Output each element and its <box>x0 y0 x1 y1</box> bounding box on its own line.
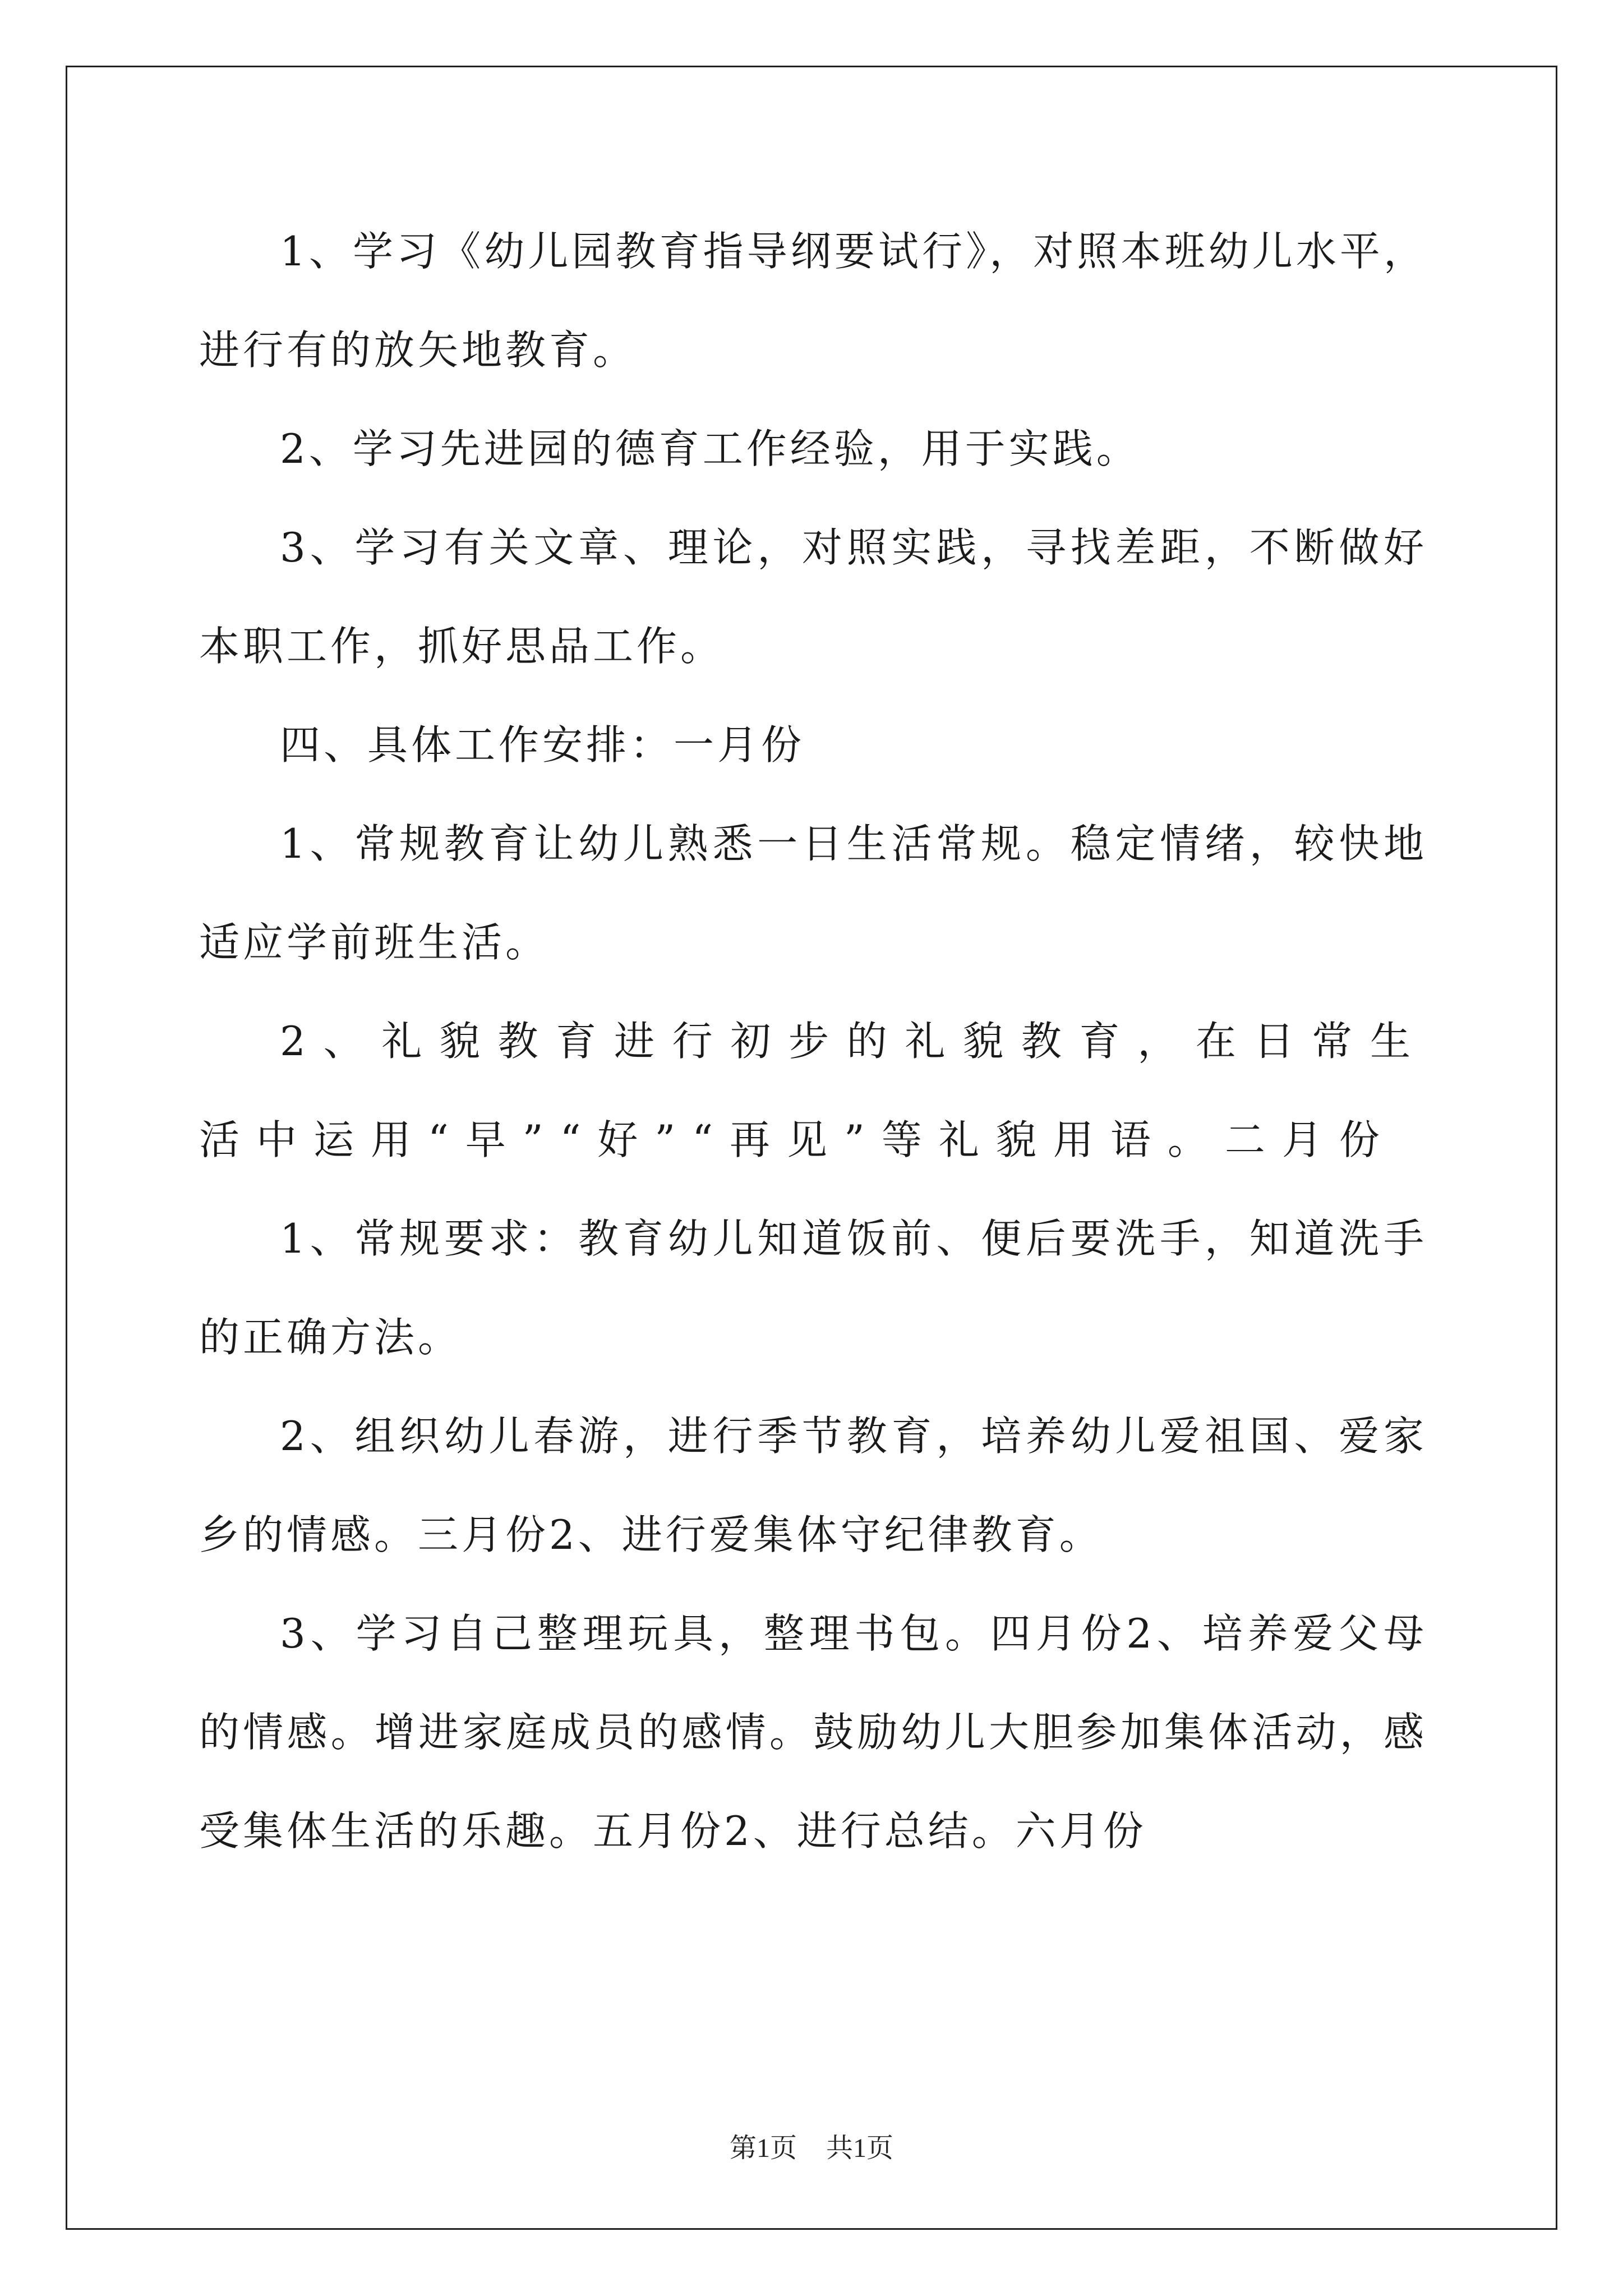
section-heading: 四、具体工作安排：一月份 <box>280 721 805 769</box>
paragraph: 1、学习《幼儿园教育指导纲要试行》，对照本班幼儿水平，进行有的放矢地教育。 <box>199 228 1427 374</box>
paragraph: 3、学习有关文章、理论，对照实践，寻找差距，不断做好本职工作，抓好思品工作。 <box>199 524 1427 670</box>
page-count: 共1页 <box>826 2133 894 2163</box>
paragraph: 1、常规教育让幼儿熟悉一日生活常规。稳定情绪，较快地适应学前班生活。 <box>199 820 1427 966</box>
paragraph: 1、常规要求：教育幼儿知道饭前、便后要洗手，知道洗手的正确方法。 <box>199 1215 1427 1361</box>
document-body <box>199 202 1427 1880</box>
page-number: 第1页 <box>729 2133 797 2163</box>
paragraph: 3、学习自己整理玩具，整理书包。四月份2、培养爱父母的情感。增进家庭成员的感情。鼓励幼儿大胆参加集体活动，感受集体生活的乐趣。五月份2、进行总结。六月份 <box>199 1610 1427 1855</box>
paragraph: 2、礼貌教育进行初步的礼貌教育，在日常生活中运用“早”“好”“再见”等礼貌用语。二月份 <box>199 1018 1427 1163</box>
paragraph: 2、学习先进园的德育工作经验，用于实践。 <box>280 425 1140 472</box>
page-footer <box>0 2126 1623 2165</box>
paragraph: 2、组织幼儿春游，进行季节教育，培养幼儿爱祖国、爱家乡的情感。三月份2、进行爱集体守纪律教育。 <box>199 1412 1427 1558</box>
